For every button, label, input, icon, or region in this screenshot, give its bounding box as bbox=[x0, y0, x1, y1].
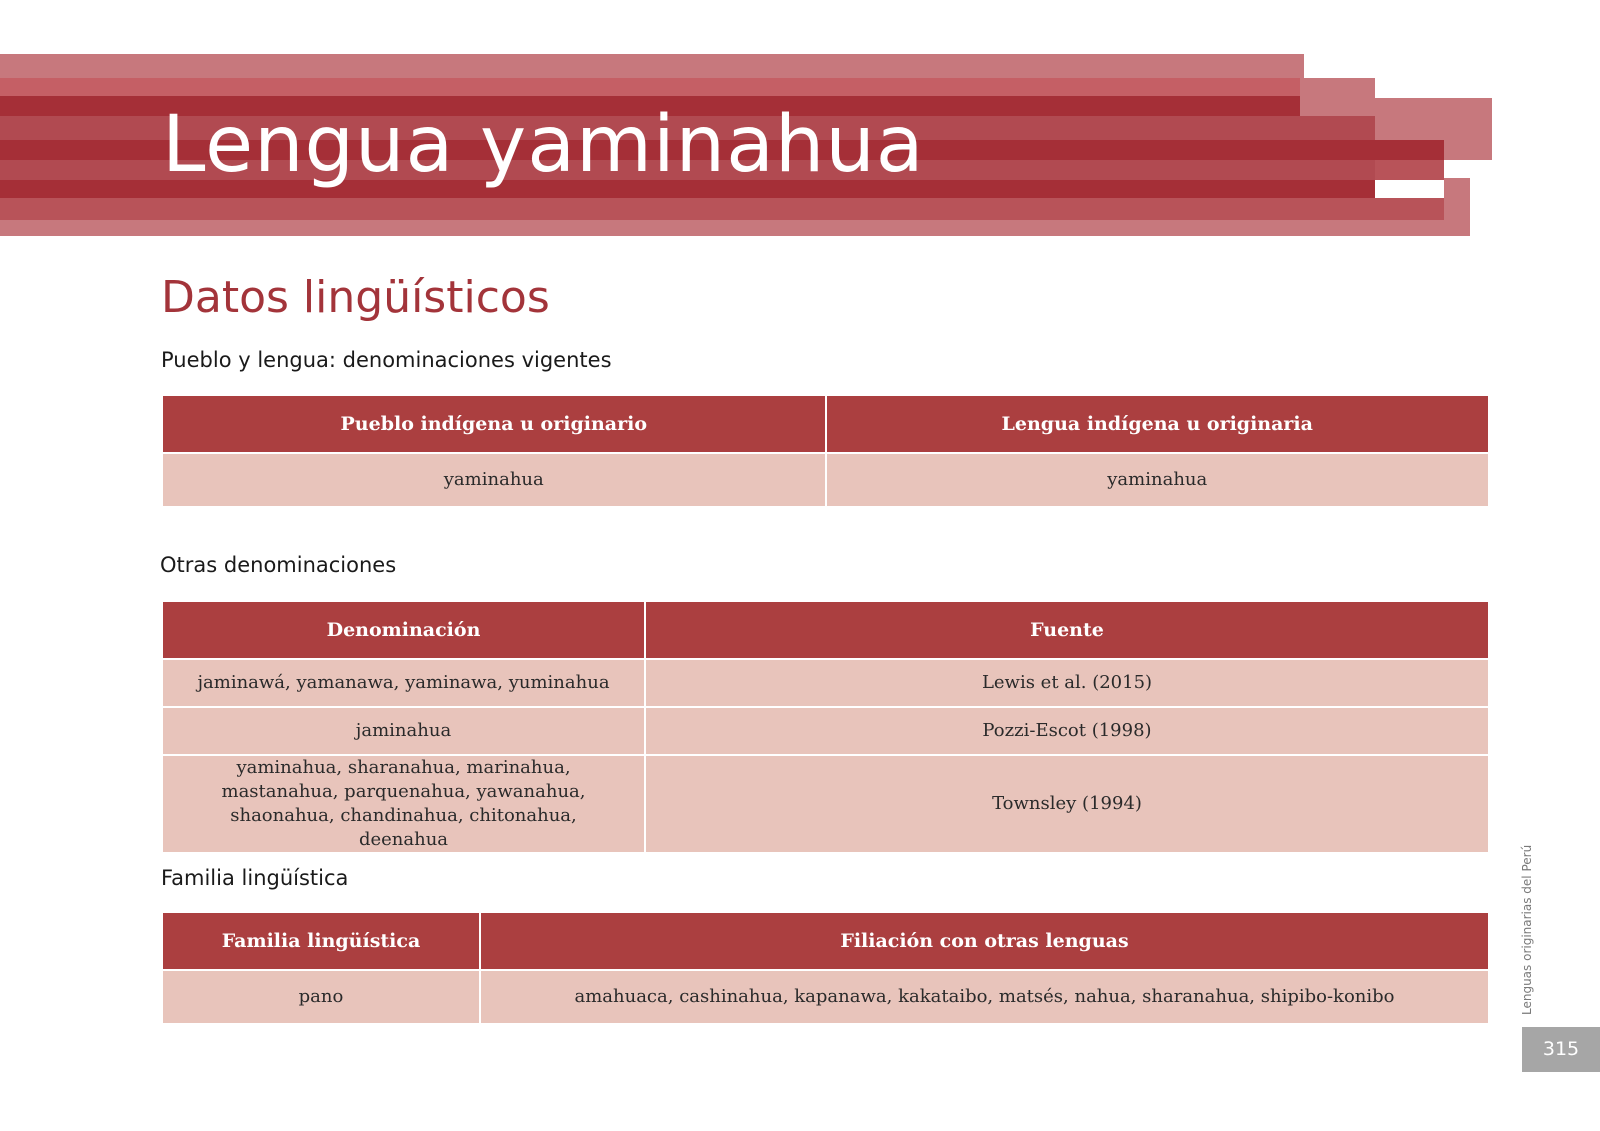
column-header: Denominación bbox=[162, 601, 645, 659]
column-header: Fuente bbox=[645, 601, 1489, 659]
table-row bbox=[162, 707, 1489, 755]
table-header-row bbox=[162, 601, 1489, 659]
table-cell: yaminahua bbox=[826, 453, 1490, 507]
otras-denominaciones-table bbox=[161, 600, 1490, 854]
table-row bbox=[162, 755, 1489, 853]
familia-subtitle: Familia lingüística bbox=[161, 866, 349, 890]
denominaciones-vigentes-subtitle: Pueblo y lengua: denominaciones vigentes bbox=[161, 348, 612, 372]
table-cell: yaminahua, sharanahua, marinahua, mastanahua, parquenahua, yawanahua, shaonahua, chandinahua, chitonahua, deenahua bbox=[162, 755, 645, 853]
table-row bbox=[162, 970, 1489, 1024]
table-cell: pano bbox=[162, 970, 480, 1024]
familia-table bbox=[161, 911, 1490, 1025]
column-header: Lengua indígena u originaria bbox=[826, 395, 1490, 453]
table-row bbox=[162, 453, 1489, 507]
table-cell: Lewis et al. (2015) bbox=[645, 659, 1489, 707]
section-title: Datos lingüísticos bbox=[161, 272, 550, 323]
column-header: Pueblo indígena u originario bbox=[162, 395, 826, 453]
table-cell: Pozzi-Escot (1998) bbox=[645, 707, 1489, 755]
denominaciones-vigentes-table bbox=[161, 394, 1490, 508]
otras-denominaciones-subtitle: Otras denominaciones bbox=[160, 553, 397, 577]
table-header-row bbox=[162, 912, 1489, 970]
column-header: Filiación con otras lenguas bbox=[480, 912, 1489, 970]
table-header-row bbox=[162, 395, 1489, 453]
side-running-label: Lenguas originarias del Perú bbox=[1520, 844, 1534, 1015]
column-header: Familia lingüística bbox=[162, 912, 480, 970]
table-cell: Townsley (1994) bbox=[645, 755, 1489, 853]
table-cell: jaminawá, yamanawa, yaminawa, yuminahua bbox=[162, 659, 645, 707]
table-cell: amahuaca, cashinahua, kapanawa, kakataibo, matsés, nahua, sharanahua, shipibo-konibo bbox=[480, 970, 1489, 1024]
table-cell: yaminahua bbox=[162, 453, 826, 507]
table-cell: jaminahua bbox=[162, 707, 645, 755]
page-title: Lengua yaminahua bbox=[162, 100, 925, 190]
page-number: 315 bbox=[1522, 1027, 1600, 1072]
table-row bbox=[162, 659, 1489, 707]
